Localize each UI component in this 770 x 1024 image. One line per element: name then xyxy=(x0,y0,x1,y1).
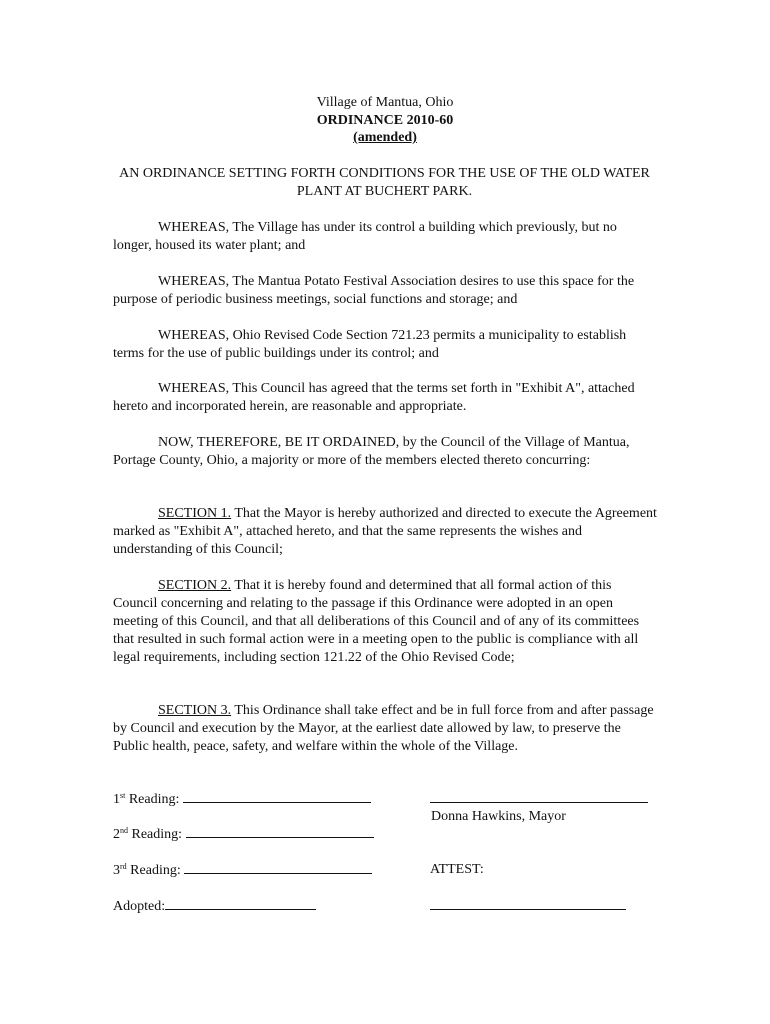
section-3-label: SECTION 3. xyxy=(158,703,232,718)
document-header xyxy=(0,94,770,147)
attest-line[interactable] xyxy=(430,897,626,910)
first-reading-line[interactable] xyxy=(183,790,371,803)
first-reading-sup: st xyxy=(120,791,126,800)
second-reading-line[interactable] xyxy=(186,825,374,838)
ordinance-title: AN ORDINANCE SETTING FORTH CONDITIONS FOR THE USE OF THE OLD WATER PLANT AT BUCHERT PARK. xyxy=(119,166,650,199)
section-1 xyxy=(113,505,658,559)
whereas-3-text: WHEREAS, Ohio Revised Code Section 721.23 permits a municipality to establish terms for the use of public buildings under its control; and xyxy=(113,328,627,361)
mayor-line[interactable] xyxy=(430,790,648,803)
third-reading-sup: rd xyxy=(120,862,127,871)
whereas-2-text: WHEREAS, The Mantua Potato Festival Association desires to use this space for the purpose of periodic business meetings, social functions and storage; and xyxy=(113,274,635,307)
section-2 xyxy=(113,577,658,667)
third-reading-line[interactable] xyxy=(184,861,372,874)
section-2-label: SECTION 2. xyxy=(158,578,232,593)
whereas-paragraph-1 xyxy=(113,219,658,255)
section-1-label: SECTION 1. xyxy=(158,506,232,521)
whereas-1-text: WHEREAS, The Village has under its control a building which previously, but no longer, housed its water plant; and xyxy=(113,220,617,253)
amended-note: (amended) xyxy=(353,130,417,145)
first-reading-label: Reading: xyxy=(125,792,183,807)
third-reading-label: Reading: xyxy=(126,863,185,878)
first-reading xyxy=(113,790,371,809)
second-reading-label: Reading: xyxy=(128,827,186,842)
section-1-text: That the Mayor is hereby authorized and directed to execute the Agreement marked as "Exhibit A", attached hereto, and that the same represents the wishes and understanding of this Council; xyxy=(113,506,657,557)
third-reading xyxy=(113,861,372,880)
section-3-text: This Ordinance shall take effect and be in full force from and after passage by Council and execution by the Mayor, at the earliest date allowed by law, to preserve the Public health, peace, safety, and welfare within the whole of the Village. xyxy=(113,703,654,754)
whereas-4-text: WHEREAS, This Council has agreed that the terms set forth in "Exhibit A", attached hereto and incorporated herein, are reasonable and appropriate. xyxy=(113,381,635,414)
village-name: Village of Mantua, Ohio xyxy=(316,95,454,110)
section-3 xyxy=(113,702,658,756)
second-reading-number: 2 xyxy=(113,827,120,842)
first-reading-number: 1 xyxy=(113,792,120,807)
attest-signature-line[interactable] xyxy=(430,897,626,916)
second-reading xyxy=(113,825,374,844)
mayor-signature-line[interactable] xyxy=(430,790,648,809)
ordinance-number: ORDINANCE 2010-60 xyxy=(316,112,454,128)
whereas-paragraph-3 xyxy=(113,327,658,363)
adopted-label: Adopted: xyxy=(113,899,166,914)
ordained-text: NOW, THEREFORE, BE IT ORDAINED, by the Council of the Village of Mantua, Portage County, Ohio, a majority or more of the members elected thereto concurring: xyxy=(113,435,630,468)
adopted xyxy=(113,897,316,916)
whereas-paragraph-4 xyxy=(113,380,658,416)
adopted-line[interactable] xyxy=(165,897,316,910)
ordained-paragraph xyxy=(113,434,658,470)
mayor-name: Donna Hawkins, Mayor xyxy=(431,809,566,824)
whereas-paragraph-2 xyxy=(113,273,658,309)
attest-label: ATTEST: xyxy=(430,862,484,877)
third-reading-number: 3 xyxy=(113,863,120,878)
second-reading-sup: nd xyxy=(120,826,128,835)
section-2-text: That it is hereby found and determined that all formal action of this Council concerning and relating to the passage if this Ordinance were adopted in an open meeting of this Council, and that all deliberations of this Council and of any of its committees that resulted in such formal action were in a meeting open to the public is compliance with all legal requirements, including section 121.22 of the Ohio Revised Code; xyxy=(113,578,640,665)
